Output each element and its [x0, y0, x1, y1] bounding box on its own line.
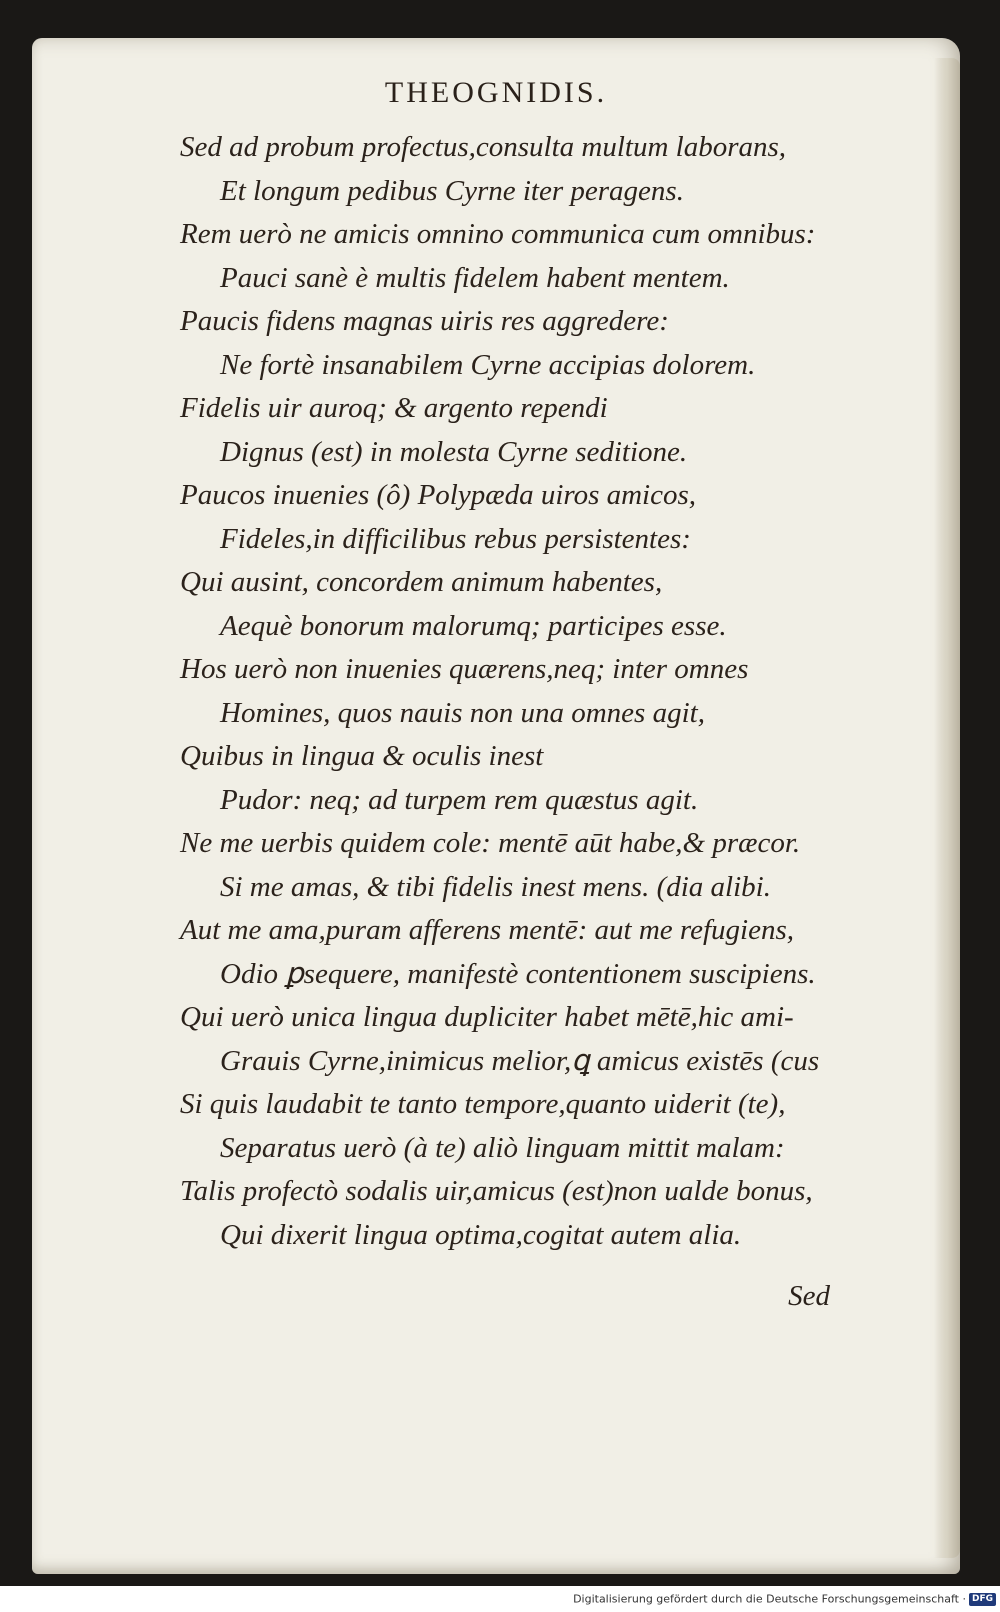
verse-line: Dignus (est) in molesta Cyrne seditione. [220, 435, 688, 468]
credit-text: Digitalisierung gefördert durch die Deutsche Forschungsgemeinschaft · [573, 1592, 966, 1606]
verse-line: Si quis laudabit te tanto tempore,quanto uiderit (te), [180, 1088, 786, 1120]
verse-line: Aequè bonorum malorumq; participes esse. [220, 609, 727, 642]
verse-line: Homines, quos nauis non una omnes agit, [220, 696, 705, 729]
verse-line: Qui ausint, concordem animum habentes, [180, 566, 663, 598]
verse-line: Pauci sanè è multis fidelem habent mentem. [220, 261, 730, 294]
verse-line: Paucos inuenies (ô) Polypæda uiros amicos, [180, 479, 697, 511]
verse-line: Aut me ama,puram afferens mentē: aut me refugiens, [180, 914, 794, 946]
verse-line: Separatus uerò (à te) aliò linguam mittit malam: [220, 1131, 785, 1164]
verse-line: Fideles,in difficilibus rebus persistentes: [220, 522, 691, 555]
verse-line: Pudor: neq; ad turpem rem quæstus agit. [220, 783, 699, 816]
verse-line: Qui dixerit lingua optima,cogitat autem alia. [220, 1218, 742, 1251]
verse-line: Et longum pedibus Cyrne iter peragens. [220, 174, 684, 207]
dfg-logo-icon: DFG [969, 1593, 996, 1606]
verse-list [180, 126, 915, 1257]
verse-line: Paucis fidens magnas uiris res aggredere: [180, 305, 669, 337]
verse-line: Grauis Cyrne,inimicus melior,ꝗ amicus existēs (cus [220, 1044, 820, 1077]
verse-line: Quibus in lingua & oculis inest [180, 740, 544, 772]
verse-line: Ne fortè insanabilem Cyrne accipias dolorem. [220, 348, 756, 381]
catchword: Sed [788, 1280, 830, 1312]
book-page [32, 38, 960, 1574]
running-head: THEOGNIDIS. [384, 76, 608, 109]
verse-line: Fidelis uir auroq; & argento rependi [180, 392, 608, 424]
verse-line: Ne me uerbis quidem cole: mentē aūt habe,& præcor. [180, 827, 801, 859]
verse-line: Odio ꝑsequere, manifestè contentionem suscipiens. [220, 957, 816, 990]
page-edge-shadow [934, 58, 960, 1558]
digitization-credit [0, 1586, 1000, 1611]
verse-line: Talis profectò sodalis uir,amicus (est)non ualde bonus, [180, 1175, 813, 1207]
verse-line: Hos uerò non inuenies quærens,neq; inter omnes [180, 653, 749, 685]
verse-line: Sed ad probum profectus,consulta multum laborans, [180, 131, 787, 163]
verse-line: Qui uerò unica lingua dupliciter habet mētē,hic ami- [180, 1001, 794, 1033]
verse-line: Rem uerò ne amicis omnino communica cum omnibus: [180, 218, 816, 250]
verse-line: Si me amas, & tibi fidelis inest mens. (dia alibi. [220, 870, 771, 903]
